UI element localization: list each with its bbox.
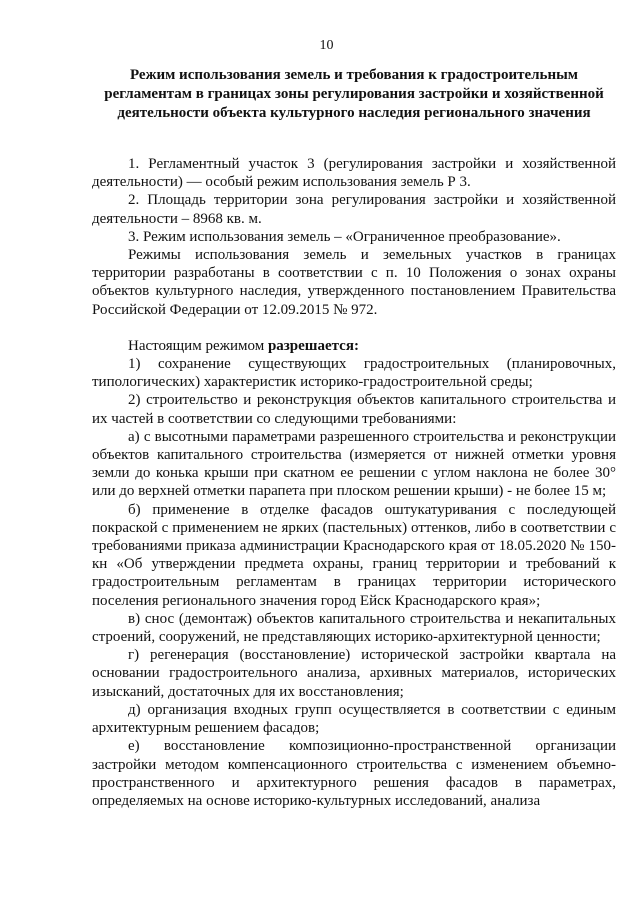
allowed-intro-prefix: Настоящим режимом [128,337,268,354]
list-item-2g: г) регенерация (восстановление) исторической застройки квартала на основании градостроительного анализа, архивных материалов, исторических изысканий, достаточных для их восстановления; [92,647,616,700]
paragraph-legal-basis: Режимы использования земель и земельных участков в границах территории разработаны в соответствии с п. 10 Положения о зонах охраны объектов культурного наследия, утвержденного постановлением Правительства Российской Федерации от 12.09.2015 № 972. [92,247,616,318]
paragraph-plot-number: 1. Регламентный участок 3 (регулирования застройки и хозяйственной деятельности) — особый режим использования земель Р 3. [92,156,616,191]
page-number: 10 [319,38,334,53]
list-item-2a: а) с высотными параметрами разрешенного строительства и реконструкции объектов капитального строительства (измеряется от нижней отметки уровня земли до конька крыши при скатном ее решении с углом наклона не более 30° или до верхней отметки парапета при плоском решении крыши) - не более 15 м; [92,428,616,500]
list-item-2v: в) снос (демонтаж) объектов капитального строительства и некапитальных строений, сооружений, не представляющих историко-архитектурной ценности; [92,610,616,646]
document-title: Режим использования земель и требования к градостроительным регламентам в границах зоны регулирования застройки и хозяйственной деятельности объекта культурного наследия регионального значения [104,67,604,121]
list-item-2e: е) восстановление композиционно-пространственной организации застройки методом компенсационного строительства с изменением объемно-пространственного и архитектурного решения фасадов в параметрах, определяемых на основе историко-культурных исследований, анализа [92,738,616,809]
list-item-2: 2) строительство и реконструкция объектов капитального строительства и их частей в соответствии со следующими требованиями: [92,392,616,427]
list-item-1: 1) сохранение существующих градостроительных (планировочных, типологических) характеристик историко-градостроительной среды; [92,356,616,391]
list-item-2b: б) применение в отделке фасадов оштукатуривания с последующей покраской с применением не ярких (пастельных) оттенков, либо в соответствии с требованиями приказа администрации Краснодарского края от 18.05.2020 № 150-кн «Об утверждении предмета охраны, границ территории и требований к градостроительным регламентам в границах территории исторического поселения регионального значения город Ейск Краснодарского края»; [92,501,616,609]
section-gap [92,319,616,337]
list-item-2d: д) организация входных групп осуществляется в соответствии с единым архитектурным решением фасадов; [92,701,616,737]
paragraph-area: 2. Площадь территории зона регулирования застройки и хозяйственной деятельности – 8968 кв. м. [92,192,616,227]
document-body [92,155,616,810]
allowed-intro [92,337,616,355]
paragraph-land-use-mode: 3. Режим использования земель – «Ограниченное преобразование». [128,228,561,245]
allowed-intro-emphasis: разрешается: [267,337,359,354]
